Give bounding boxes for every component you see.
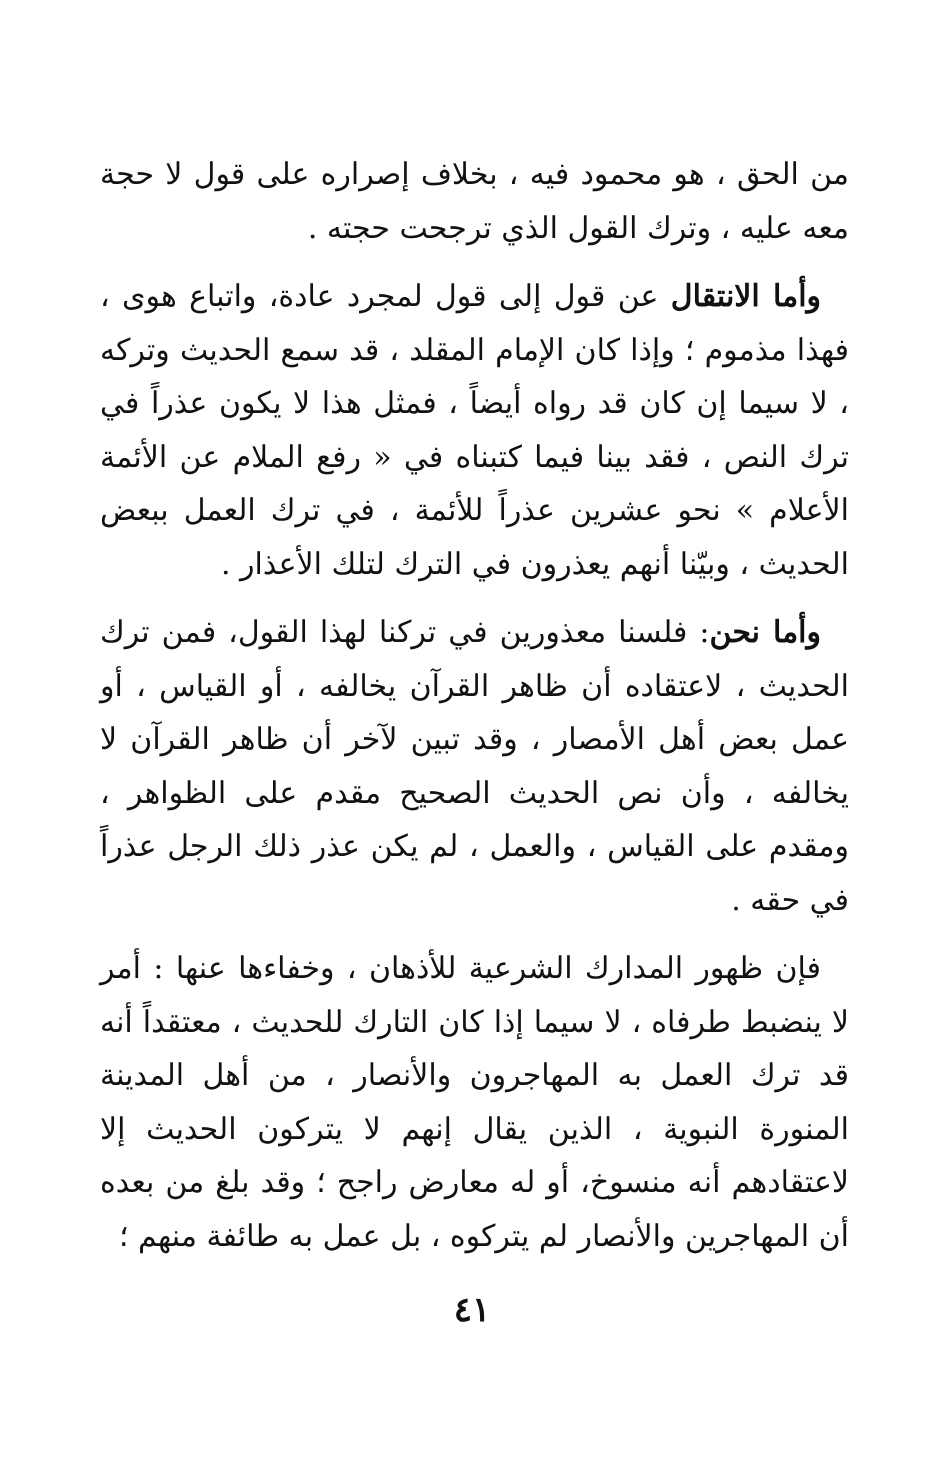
paragraph-3 — [100, 606, 849, 927]
paragraph-text: فإن ظهور المدارك الشرعية للأذهان ، وخفاءها عنها : أمر لا ينضبط طرفاه ، لا سيما إذا كان التارك للحديث ، معتقداً أنه قد ترك العمل به المهاجرون والأنصار ، من أهل المدينة المنورة النبوية ، الذين يقال إنهم لا يتركون الحديث إلا لاعتقادهم أنه منسوخ، أو له معارض راجح ؛ وقد بلغ من بعده أن المهاجرين والأنصار لم يتركوه ، بل عمل به طائفة منهم ؛ — [100, 951, 849, 1254]
paragraph-1 — [100, 148, 849, 255]
paragraph-4 — [100, 942, 849, 1263]
page-number: ٤١ — [453, 1290, 491, 1330]
paragraph-text: : فلسنا معذورين في تركنا لهذا القول، فمن ترك الحديث ، لاعتقاده أن ظاهر القرآن يخالفه ، أو القياس ، أو عمل بعض أهل الأمصار ، وقد تبين لآخر أن ظاهر القرآن لا يخالفه ، وأن نص الحديث الصحيح مقدم على الظواهر ، ومقدم على القياس ، والعمل ، لم يكن عذر ذلك الرجل عذراً في حقه . — [100, 615, 849, 918]
paragraph-2 — [100, 270, 849, 591]
paragraph-lead: وأما الانتقال — [670, 279, 822, 314]
paragraph-lead: وأما نحن — [709, 615, 821, 650]
main-text — [100, 148, 849, 1278]
paragraph-text: عن قول إلى قول لمجرد عادة، واتباع هوى ، فهذا مذموم ؛ وإذا كان الإمام المقلد ، قد سمع الحديث وتركه ، لا سيما إن كان قد رواه أيضاً ، فمثل هذا لا يكون عذراً في ترك النص ، فقد بينا فيما كتبناه في « رفع الملام عن الأئمة الأعلام » نحو عشرين عذراً للأئمة ، في ترك العمل ببعض الحديث ، وبيّنا أنهم يعذرون في الترك لتلك الأعذار . — [100, 279, 849, 582]
paragraph-text: من الحق ، هو محمود فيه ، بخلاف إصراره على قول لا حجة معه عليه ، وترك القول الذي ترجحت حجته . — [100, 157, 849, 246]
